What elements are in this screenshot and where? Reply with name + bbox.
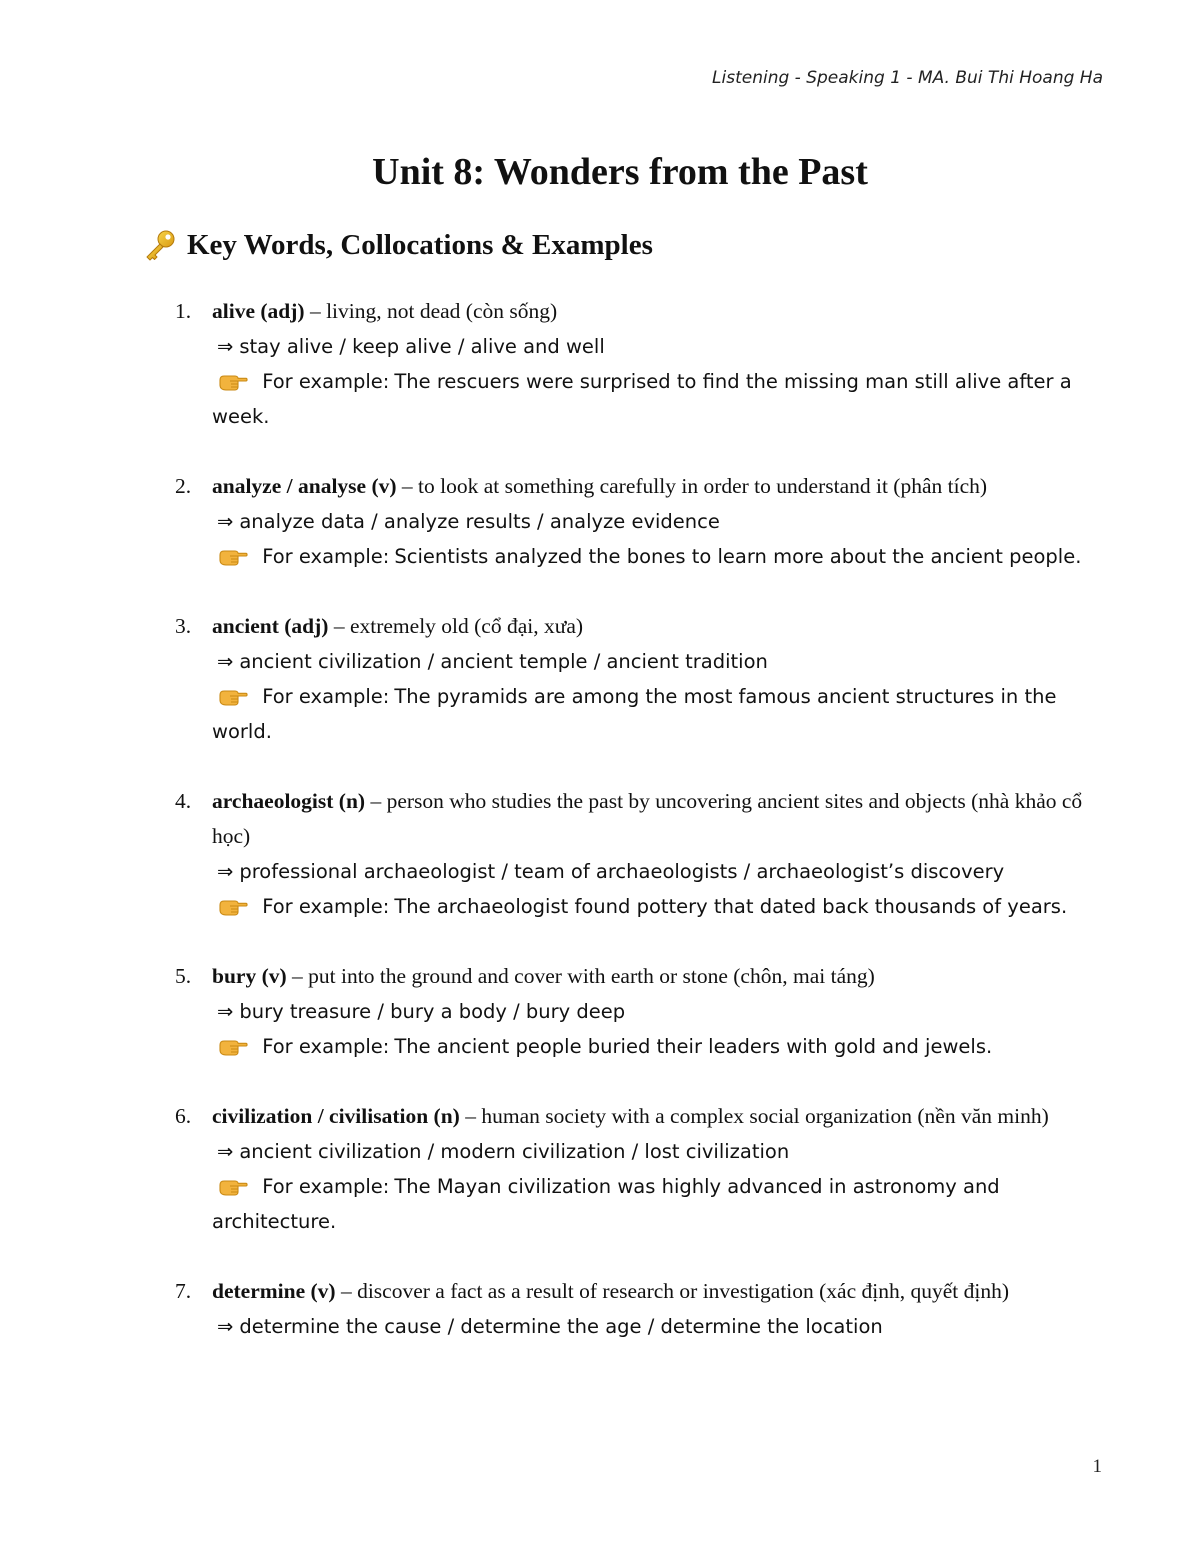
example-label: For example:: [262, 1175, 390, 1198]
example-text: Scientists analyzed the bones to learn more about the ancient people.: [394, 545, 1082, 568]
entry-headline: [212, 1099, 1102, 1134]
entry-number: 4.: [175, 789, 192, 813]
page-number: 1: [1092, 1456, 1102, 1477]
example-text: The archaeologist found pottery that dated back thousands of years.: [394, 895, 1068, 918]
entry-example: [212, 679, 1102, 749]
pointing-hand-icon: [218, 546, 248, 566]
entry-collocations: [217, 644, 1102, 679]
example-label: For example:: [262, 895, 390, 918]
implies-arrow-icon: ⇒: [217, 510, 234, 533]
entry-number: 7.: [175, 1279, 192, 1303]
example-text: The Mayan civilization was highly advanced in astronomy and architecture.: [212, 1175, 1000, 1233]
entry-example: [212, 1029, 1102, 1064]
implies-arrow-icon: ⇒: [217, 650, 234, 673]
entry-number: 5.: [175, 964, 192, 988]
entry-number: 3.: [175, 614, 192, 638]
entry-headline: [212, 1274, 1102, 1309]
entry-example: [212, 364, 1102, 434]
entry-collocations: [217, 329, 1102, 364]
entry-number: 2.: [175, 474, 192, 498]
example-text: The pyramids are among the most famous ancient structures in the world.: [212, 685, 1057, 743]
example-text: The ancient people buried their leaders with gold and jewels.: [394, 1035, 993, 1058]
pointing-hand-icon: [218, 896, 248, 916]
entry-definition: – to look at something carefully in order to understand it (phân tích): [396, 474, 988, 498]
collocations-text: ancient civilization / ancient temple / ancient tradition: [239, 650, 768, 673]
section-heading-text: Key Words, Collocations & Examples: [187, 228, 653, 261]
entry-term: ancient (adj): [212, 614, 329, 638]
entry-term: analyze / analyse (v): [212, 474, 397, 498]
vocab-entry: [0, 1274, 1200, 1344]
vocab-entry: [0, 294, 1200, 434]
collocations-text: professional archaeologist / team of archaeologists / archaeologist’s discovery: [239, 860, 1005, 883]
entry-definition: – person who studies the past by uncovering ancient sites and objects (nhà khảo cổ học): [212, 789, 1083, 848]
entry-example: [212, 889, 1102, 924]
entry-definition: – human society with a complex social organization (nền văn minh): [459, 1104, 1049, 1128]
pointing-hand-icon: [218, 686, 248, 706]
entry-number: 6.: [175, 1104, 192, 1128]
vocab-entry: [0, 609, 1200, 749]
example-text: The rescuers were surprised to find the missing man still alive after a week.: [212, 370, 1072, 428]
entry-headline: [212, 469, 1102, 504]
vocabulary-list: [0, 294, 1200, 1379]
implies-arrow-icon: ⇒: [217, 1000, 234, 1023]
pointing-hand-icon: [218, 371, 248, 391]
entry-term: civilization / civilisation (n): [212, 1104, 460, 1128]
entry-headline: [212, 784, 1102, 854]
example-label: For example:: [262, 370, 390, 393]
entry-definition: – extremely old (cổ đại, xưa): [328, 614, 584, 638]
implies-arrow-icon: ⇒: [217, 1315, 234, 1338]
section-heading: [143, 228, 653, 262]
entry-collocations: [217, 854, 1102, 889]
vocab-entry: [0, 784, 1200, 924]
page-title: Unit 8: Wonders from the Past: [372, 151, 868, 193]
vocab-entry: [0, 1099, 1200, 1239]
entry-headline: [212, 609, 1102, 644]
implies-arrow-icon: ⇒: [217, 335, 234, 358]
entry-collocations: [217, 504, 1102, 539]
example-label: For example:: [262, 1035, 390, 1058]
entry-example: [212, 1169, 1102, 1239]
vocab-entry: [0, 469, 1200, 574]
collocations-text: analyze data / analyze results / analyze evidence: [239, 510, 720, 533]
entry-headline: [212, 959, 1102, 994]
collocations-text: determine the cause / determine the age / determine the location: [239, 1315, 883, 1338]
collocations-text: bury treasure / bury a body / bury deep: [239, 1000, 626, 1023]
entry-example: [212, 539, 1102, 574]
entry-definition: – put into the ground and cover with earth or stone (chôn, mai táng): [286, 964, 875, 988]
vocab-entry: [0, 959, 1200, 1064]
entry-definition: – discover a fact as a result of research or investigation (xác định, quyết định): [335, 1279, 1010, 1303]
entry-term: archaeologist (n): [212, 789, 366, 813]
entry-collocations: [217, 994, 1102, 1029]
example-label: For example:: [262, 545, 390, 568]
pointing-hand-icon: [218, 1036, 248, 1056]
entry-collocations: [217, 1134, 1102, 1169]
entry-collocations: [217, 1309, 1102, 1344]
entry-number: 1.: [175, 299, 192, 323]
entry-headline: [212, 294, 1102, 329]
entry-term: determine (v): [212, 1279, 336, 1303]
running-header: Listening - Speaking 1 - MA. Bui Thi Hoang Ha: [712, 68, 1103, 88]
pointing-hand-icon: [218, 1176, 248, 1196]
entry-term: alive (adj): [212, 299, 305, 323]
collocations-text: ancient civilization / modern civilization / lost civilization: [239, 1140, 790, 1163]
collocations-text: stay alive / keep alive / alive and well: [239, 335, 605, 358]
key-icon: [143, 229, 177, 263]
entry-definition: – living, not dead (còn sống): [304, 299, 558, 323]
example-label: For example:: [262, 685, 390, 708]
implies-arrow-icon: ⇒: [217, 860, 234, 883]
entry-term: bury (v): [212, 964, 287, 988]
implies-arrow-icon: ⇒: [217, 1140, 234, 1163]
